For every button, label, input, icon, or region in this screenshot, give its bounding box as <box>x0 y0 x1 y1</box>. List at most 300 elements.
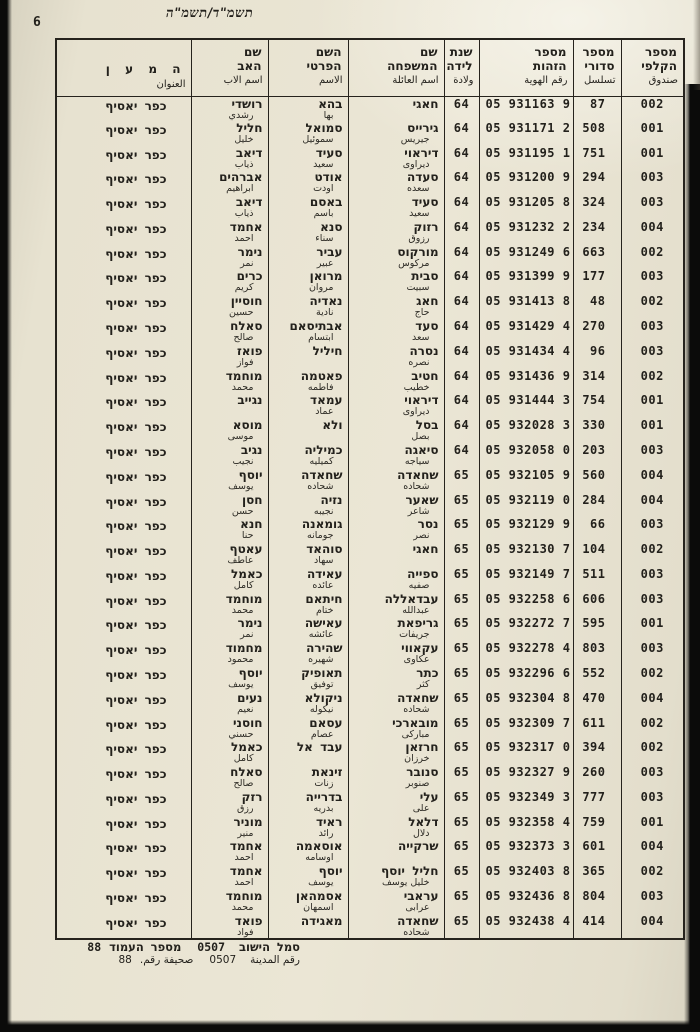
cell-family-name: עלי على <box>348 790 444 815</box>
cell-birth-year: 64 <box>444 121 479 146</box>
cell-father-name: נימר نمر <box>191 616 268 641</box>
cell-ballot-box: 002 <box>621 542 684 567</box>
cell-birth-year: 64 <box>444 245 479 270</box>
cell-id-number: 05 932403 8 <box>479 864 573 889</box>
cell-ballot-box: 003 <box>621 765 684 790</box>
cell-serial-number: 234 <box>573 220 621 245</box>
cell-id-number: 05 931444 3 <box>479 393 573 418</box>
col-header-birth-year: שנת לידה ولادة <box>444 39 479 96</box>
cell-birth-year: 64 <box>444 393 479 418</box>
cell-address: כפר יאסיף <box>105 618 167 633</box>
cell-serial-number: 330 <box>573 418 621 443</box>
cell-id-number: 05 932327 9 <box>479 765 573 790</box>
cell-address: כפר יאסיף <box>105 692 167 707</box>
cell-serial-number: 414 <box>573 914 621 939</box>
table-row <box>56 592 684 617</box>
cell-father-name: אברהים ابراهيم <box>191 170 268 195</box>
cell-family-name: עבדאללה عبدالله <box>348 592 444 617</box>
cell-first-name: אבתיסאם ابتسام <box>268 319 348 344</box>
cell-serial-number: 324 <box>573 195 621 220</box>
cell-birth-year: 65 <box>444 839 479 864</box>
cell-father-name: מוחמד محمد <box>191 592 268 617</box>
cell-ballot-box: 003 <box>621 641 684 666</box>
cell-id-number: 05 931429 4 <box>479 319 573 344</box>
cell-first-name: גומאנה جومانه <box>268 517 348 542</box>
cell-family-name: חליל יוסף خليل يوسف <box>348 864 444 889</box>
cell-father-name: אחמד احمد <box>191 839 268 864</box>
cell-address: כפר יאסיף <box>105 891 167 905</box>
cell-father-name: רזק رزق <box>191 790 268 815</box>
cell-first-name: עבד אל <box>268 740 348 765</box>
cell-father-name: נימר نمر <box>191 245 268 270</box>
table-row <box>56 443 684 468</box>
cell-father-name: מוסא موسى <box>191 418 268 443</box>
cell-address: כפר יאסיף <box>105 866 167 881</box>
cell-father-name: פואד فواد <box>191 914 268 939</box>
table-row <box>56 641 684 666</box>
table-row <box>56 294 684 319</box>
cell-birth-year: 64 <box>444 294 479 319</box>
cell-id-number: 05 931200 9 <box>479 170 573 195</box>
cell-id-number: 05 932349 3 <box>479 790 573 815</box>
cell-ballot-box: 002 <box>621 716 684 741</box>
cell-ballot-box: 004 <box>621 220 684 245</box>
cell-father-name: מוחמד محمد <box>191 369 268 394</box>
cell-first-name: ניקולא نيكوله <box>268 691 348 716</box>
cell-father-name: כאמל كامل <box>191 567 268 592</box>
cell-address: כפר יאסיף <box>105 147 167 162</box>
cell-father-name: נגיב نجيب <box>191 443 268 468</box>
page-value-he: 88 <box>87 940 102 954</box>
cell-address: כפר יאסיף <box>105 519 167 534</box>
table-row <box>56 666 684 691</box>
cell-serial-number: 203 <box>573 443 621 468</box>
cell-serial-number: 601 <box>573 839 621 864</box>
cell-father-name: אחמד احمد <box>191 864 268 889</box>
cell-birth-year: 64 <box>444 443 479 468</box>
cell-father-name: סאלח صالح <box>191 319 268 344</box>
table-row <box>56 493 684 518</box>
cell-first-name: עסאם عصام <box>268 716 348 741</box>
cell-father-name: דיאב ذياب <box>191 146 268 171</box>
cell-address: כפר יאסיף <box>105 197 167 212</box>
cell-father-name: מוניר منير <box>191 815 268 840</box>
cell-serial-number: 611 <box>573 716 621 741</box>
cell-father-name: נעים نعيم <box>191 691 268 716</box>
cell-address: כפר יאסיף <box>105 667 167 682</box>
cell-first-name: אודט اودت <box>268 170 348 195</box>
table-row <box>56 393 684 418</box>
cell-ballot-box: 002 <box>621 740 684 765</box>
cell-family-name: עקאווי عكاوى <box>348 641 444 666</box>
cell-father-name: כרים كريم <box>191 269 268 294</box>
cell-serial-number: 663 <box>573 245 621 270</box>
cell-first-name: בדרייה بدريه <box>268 790 348 815</box>
cell-ballot-box: 002 <box>621 369 684 394</box>
cell-id-number: 05 932296 6 <box>479 666 573 691</box>
cell-ballot-box: 001 <box>621 146 684 171</box>
footer-line-arabic <box>60 954 300 967</box>
cell-family-name: בסל بصل <box>348 418 444 443</box>
cell-address: כפר יאסיף <box>105 593 167 608</box>
cell-serial-number: 508 <box>573 121 621 146</box>
site-code-label-he: סמל הישוב <box>239 940 300 954</box>
cell-first-name: אוסאמה اوسامه <box>268 839 348 864</box>
table-row <box>56 765 684 790</box>
cell-serial-number: 260 <box>573 765 621 790</box>
cell-serial-number: 751 <box>573 146 621 171</box>
col-header-family-name: שם המשפחה اسم العائلة <box>348 39 444 96</box>
cell-serial-number: 470 <box>573 691 621 716</box>
cell-first-name: כמיליה كميليه <box>268 443 348 468</box>
cell-first-name: יוסף يوسف <box>268 864 348 889</box>
cell-family-name: סבית سبيت <box>348 269 444 294</box>
cell-id-number: 05 932309 7 <box>479 716 573 741</box>
cell-father-name: חליל خليل <box>191 121 268 146</box>
scan-edge-right-top <box>693 0 700 90</box>
cell-father-name: חוסני حسني <box>191 716 268 741</box>
cell-birth-year: 65 <box>444 740 479 765</box>
table-row <box>56 146 684 171</box>
cell-father-name: מחמוד محمود <box>191 641 268 666</box>
cell-birth-year: 65 <box>444 592 479 617</box>
cell-id-number: 05 932129 9 <box>479 517 573 542</box>
site-code-value-ar: 0507 <box>209 954 237 966</box>
cell-address: כפר יאסיף <box>105 122 167 137</box>
cell-id-number: 05 932149 7 <box>479 567 573 592</box>
page-label-he: מספר העמוד <box>109 940 182 954</box>
table-row <box>56 740 684 765</box>
cell-serial-number: 560 <box>573 468 621 493</box>
cell-birth-year: 65 <box>444 666 479 691</box>
table-row <box>56 691 684 716</box>
cell-first-name: בהא بها <box>268 96 348 121</box>
cell-birth-year: 64 <box>444 170 479 195</box>
cell-id-number: 05 931399 9 <box>479 269 573 294</box>
cell-family-name: גירייס جيريس <box>348 121 444 146</box>
cell-ballot-box: 003 <box>621 195 684 220</box>
cell-first-name: חיתאם ختام <box>268 592 348 617</box>
table-row <box>56 790 684 815</box>
cell-birth-year: 65 <box>444 815 479 840</box>
cell-address: כפר יאסיף <box>105 221 167 236</box>
cell-ballot-box: 003 <box>621 592 684 617</box>
cell-birth-year: 65 <box>444 691 479 716</box>
cell-first-name: עאישה عائشه <box>268 616 348 641</box>
cell-serial-number: 754 <box>573 393 621 418</box>
cell-ballot-box: 004 <box>621 468 684 493</box>
cell-birth-year: 65 <box>444 616 479 641</box>
cell-first-name: סוהאד سهاد <box>268 542 348 567</box>
page-number: 6 <box>33 15 41 30</box>
cell-serial-number: 552 <box>573 666 621 691</box>
cell-ballot-box: 002 <box>621 96 684 121</box>
table-row <box>56 369 684 394</box>
cell-birth-year: 65 <box>444 468 479 493</box>
cell-address: כפר יאסיף <box>105 469 167 484</box>
cell-first-name: חיליל <box>268 344 348 369</box>
cell-ballot-box: 003 <box>621 443 684 468</box>
cell-id-number: 05 931249 6 <box>479 245 573 270</box>
cell-address: כפר יאסיף <box>105 395 167 410</box>
cell-ballot-box: 003 <box>621 170 684 195</box>
cell-first-name: שחאדה شحاده <box>268 468 348 493</box>
cell-id-number: 05 932272 7 <box>479 616 573 641</box>
cell-serial-number: 511 <box>573 567 621 592</box>
cell-ballot-box: 004 <box>621 914 684 939</box>
cell-first-name: מאגידה <box>268 914 348 939</box>
cell-father-name: יוסף يوسف <box>191 666 268 691</box>
cell-ballot-box: 003 <box>621 269 684 294</box>
cell-family-name: חטיב خطيب <box>348 369 444 394</box>
cell-id-number: 05 932304 8 <box>479 691 573 716</box>
cell-address: כפר יאסיף <box>105 494 167 509</box>
table-row <box>56 567 684 592</box>
cell-family-name: כתר كثر <box>348 666 444 691</box>
cell-ballot-box: 001 <box>621 418 684 443</box>
cell-first-name: מרואן مروان <box>268 269 348 294</box>
cell-id-number: 05 932105 9 <box>479 468 573 493</box>
cell-family-name: שאער شاعر <box>348 493 444 518</box>
cell-id-number: 05 932058 0 <box>479 443 573 468</box>
table-row <box>56 815 684 840</box>
cell-father-name: חנא حنا <box>191 517 268 542</box>
cell-address: כפר יאסיף <box>105 816 167 831</box>
cell-id-number: 05 931171 2 <box>479 121 573 146</box>
cell-ballot-box: 004 <box>621 493 684 518</box>
cell-birth-year: 65 <box>444 716 479 741</box>
cell-address: כפר יאסיף <box>105 643 167 658</box>
cell-id-number: 05 932438 4 <box>479 914 573 939</box>
cell-family-name: שרקייה <box>348 839 444 864</box>
cell-birth-year: 64 <box>444 344 479 369</box>
footer-line-hebrew <box>60 941 300 954</box>
cell-first-name: עאידה عائده <box>268 567 348 592</box>
cell-ballot-box: 002 <box>621 294 684 319</box>
cell-address: כפר יאסיף <box>105 544 167 559</box>
cell-family-name: גריפאת جريفات <box>348 616 444 641</box>
cell-first-name: ולא <box>268 418 348 443</box>
cell-ballot-box: 003 <box>621 517 684 542</box>
cell-father-name: פואז فواز <box>191 344 268 369</box>
cell-serial-number: 394 <box>573 740 621 765</box>
cell-birth-year: 65 <box>444 517 479 542</box>
table-row <box>56 96 684 121</box>
table-row <box>56 344 684 369</box>
cell-birth-year: 64 <box>444 220 479 245</box>
cell-serial-number: 270 <box>573 319 621 344</box>
col-header-address-ar: العنوان <box>156 78 186 90</box>
cell-family-name: סעד سعد <box>348 319 444 344</box>
scan-edge-bottom <box>0 1020 700 1032</box>
cell-birth-year: 65 <box>444 790 479 815</box>
cell-address: כפר יאסיף <box>105 791 167 806</box>
footer <box>60 941 300 967</box>
page-label-ar: صحيفة رقم. <box>139 954 194 966</box>
cell-first-name: זינאת زنات <box>268 765 348 790</box>
cell-address: כפר יאסיף <box>105 444 167 459</box>
cell-serial-number: 804 <box>573 889 621 914</box>
header-row <box>56 39 684 96</box>
cell-first-name: תאופיק توفيق <box>268 666 348 691</box>
cell-father-name: חסן حسن <box>191 493 268 518</box>
cell-first-name: שהירה شهيره <box>268 641 348 666</box>
cell-id-number: 05 932373 3 <box>479 839 573 864</box>
cell-birth-year: 65 <box>444 765 479 790</box>
cell-birth-year: 65 <box>444 567 479 592</box>
cell-ballot-box: 004 <box>621 691 684 716</box>
cell-serial-number: 48 <box>573 294 621 319</box>
cell-family-name: ספייה صفيه <box>348 567 444 592</box>
cell-id-number: 05 931163 9 <box>479 96 573 121</box>
cell-serial-number: 777 <box>573 790 621 815</box>
cell-family-name: נסרה نصره <box>348 344 444 369</box>
table-row <box>56 121 684 146</box>
cell-family-name: חאגי <box>348 542 444 567</box>
scan-edge-left <box>0 0 12 1032</box>
cell-family-name: שחאדה شحاده <box>348 468 444 493</box>
cell-address: כפר יאסיף <box>105 420 167 435</box>
cell-serial-number: 87 <box>573 96 621 121</box>
cell-serial-number: 595 <box>573 616 621 641</box>
page-title: תשמ"ד/תשמ"ה <box>164 6 255 21</box>
cell-id-number: 05 932119 0 <box>479 493 573 518</box>
cell-birth-year: 64 <box>444 146 479 171</box>
cell-family-name: דיראוי ديراوى <box>348 393 444 418</box>
cell-serial-number: 66 <box>573 517 621 542</box>
table-row <box>56 839 684 864</box>
cell-id-number: 05 932358 4 <box>479 815 573 840</box>
cell-family-name: עראבי عرابى <box>348 889 444 914</box>
table-row <box>56 170 684 195</box>
cell-family-name: סנובר صنوبر <box>348 765 444 790</box>
cell-father-name: כאמל كامل <box>191 740 268 765</box>
cell-first-name: ראיד رائد <box>268 815 348 840</box>
cell-family-name: שחאדה شحاده <box>348 914 444 939</box>
cell-id-number: 05 932317 0 <box>479 740 573 765</box>
table-row <box>56 517 684 542</box>
cell-ballot-box: 002 <box>621 864 684 889</box>
cell-address: כפר יאסיף <box>105 246 167 261</box>
cell-id-number: 05 932028 3 <box>479 418 573 443</box>
cell-family-name: חאגי <box>348 96 444 121</box>
cell-first-name: סמואל سموئيل <box>268 121 348 146</box>
cell-first-name: פאטמה فاطمه <box>268 369 348 394</box>
cell-first-name: עמאד عماد <box>268 393 348 418</box>
cell-birth-year: 64 <box>444 195 479 220</box>
cell-ballot-box: 001 <box>621 121 684 146</box>
cell-serial-number: 365 <box>573 864 621 889</box>
col-header-address-he: ה מ ע ן <box>105 62 185 76</box>
cell-father-name: מוחמד محمد <box>191 889 268 914</box>
cell-family-name: חרזאן خرزان <box>348 740 444 765</box>
table-row <box>56 864 684 889</box>
cell-ballot-box: 002 <box>621 245 684 270</box>
cell-id-number: 05 932258 6 <box>479 592 573 617</box>
cell-first-name: סעיד سعيد <box>268 146 348 171</box>
cell-family-name: שחאדה شحاده <box>348 691 444 716</box>
cell-ballot-box: 003 <box>621 344 684 369</box>
table-row <box>56 889 684 914</box>
cell-father-name: דיאב ذياب <box>191 195 268 220</box>
table-row <box>56 220 684 245</box>
cell-birth-year: 64 <box>444 96 479 121</box>
cell-id-number: 05 931434 4 <box>479 344 573 369</box>
cell-father-name: חוסיין حسين <box>191 294 268 319</box>
cell-id-number: 05 931232 2 <box>479 220 573 245</box>
cell-address: כפר יאסיף <box>105 915 167 930</box>
cell-birth-year: 65 <box>444 914 479 939</box>
cell-id-number: 05 931195 1 <box>479 146 573 171</box>
table-row <box>56 716 684 741</box>
cell-serial-number: 294 <box>573 170 621 195</box>
cell-first-name: אסמהאן اسمهان <box>268 889 348 914</box>
cell-id-number: 05 932130 7 <box>479 542 573 567</box>
cell-birth-year: 65 <box>444 889 479 914</box>
cell-ballot-box: 001 <box>621 393 684 418</box>
cell-father-name: עאטף عاطف <box>191 542 268 567</box>
cell-first-name: באסם باسم <box>268 195 348 220</box>
cell-family-name: מורקוס مركوس <box>348 245 444 270</box>
cell-family-name: סעדה سعده <box>348 170 444 195</box>
cell-family-name: נסר نصر <box>348 517 444 542</box>
cell-ballot-box: 001 <box>621 616 684 641</box>
cell-father-name: אחמד احمد <box>191 220 268 245</box>
cell-ballot-box: 004 <box>621 839 684 864</box>
cell-father-name: סאלח صالح <box>191 765 268 790</box>
cell-id-number: 05 931205 8 <box>479 195 573 220</box>
cell-address: כפר יאסיף <box>105 98 167 113</box>
cell-address: כפר יאסיף <box>105 172 167 187</box>
table-row <box>56 195 684 220</box>
cell-ballot-box: 003 <box>621 889 684 914</box>
cell-address: כפר יאסיף <box>105 568 167 583</box>
cell-birth-year: 64 <box>444 269 479 294</box>
cell-serial-number: 803 <box>573 641 621 666</box>
col-header-ballot-box: מספר הקלפי صندوق <box>621 39 684 96</box>
cell-ballot-box: 002 <box>621 666 684 691</box>
col-header-id-number: מספר הזהות رقم الهوية <box>479 39 573 96</box>
col-header-first-name: השם הפרטי الاسم <box>268 39 348 96</box>
cell-address: כפר יאסיף <box>105 717 167 732</box>
cell-family-name: מובארכי مباركى <box>348 716 444 741</box>
site-code-value-he: 0507 <box>197 940 225 954</box>
cell-address: כפר יאסיף <box>105 271 167 286</box>
cell-id-number: 05 932436 8 <box>479 889 573 914</box>
cell-birth-year: 65 <box>444 641 479 666</box>
cell-id-number: 05 931413 8 <box>479 294 573 319</box>
cell-ballot-box: 003 <box>621 790 684 815</box>
table-row <box>56 319 684 344</box>
cell-father-name: נגייב <box>191 393 268 418</box>
registry-table <box>55 38 685 940</box>
cell-address: כפר יאסיף <box>105 767 167 782</box>
table-row <box>56 914 684 939</box>
cell-serial-number: 104 <box>573 542 621 567</box>
cell-birth-year: 65 <box>444 493 479 518</box>
cell-serial-number: 284 <box>573 493 621 518</box>
cell-ballot-box: 003 <box>621 319 684 344</box>
cell-birth-year: 65 <box>444 864 479 889</box>
cell-address: כפר יאסיף <box>105 841 167 856</box>
cell-id-number: 05 931436 9 <box>479 369 573 394</box>
cell-serial-number: 606 <box>573 592 621 617</box>
cell-serial-number: 759 <box>573 815 621 840</box>
col-header-address <box>56 39 191 96</box>
cell-ballot-box: 003 <box>621 567 684 592</box>
cell-first-name: נזיה نجيبه <box>268 493 348 518</box>
page-value-ar: 88 <box>118 954 132 966</box>
